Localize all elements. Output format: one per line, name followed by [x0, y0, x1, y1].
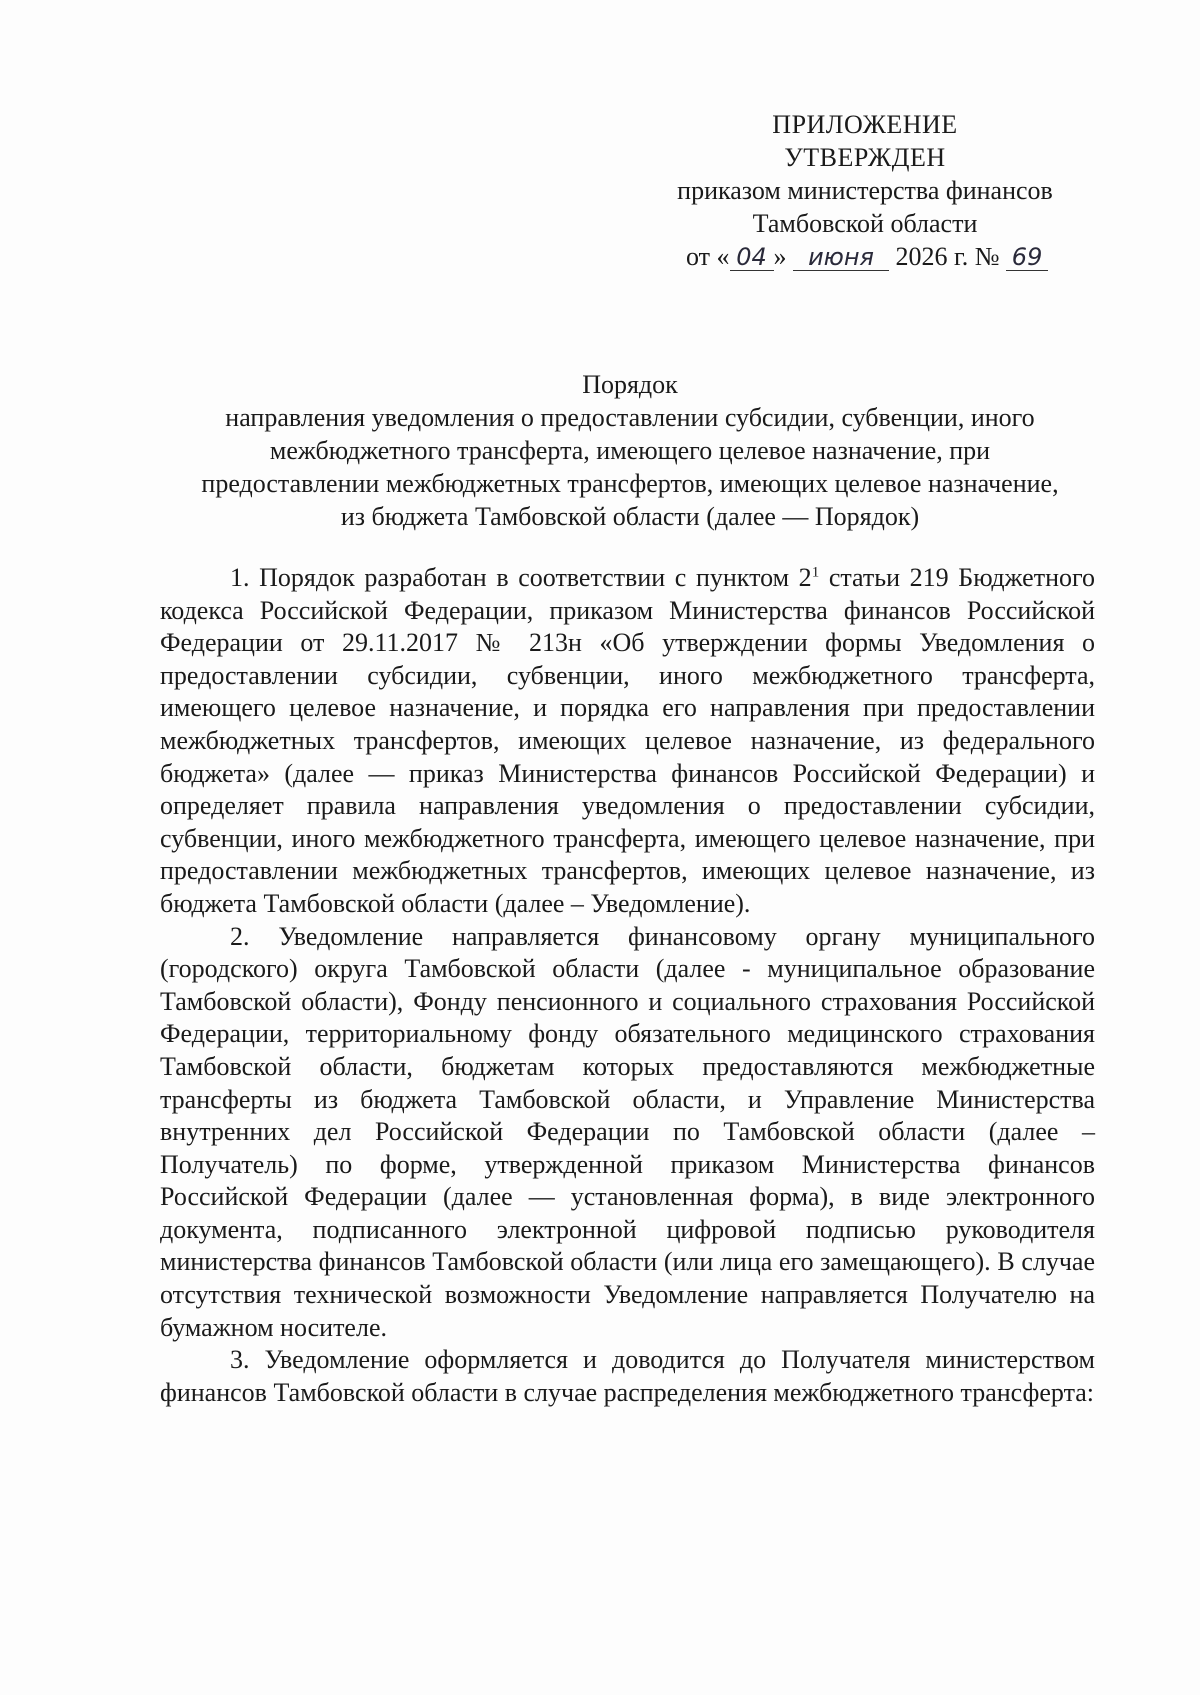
document-heading: Порядок: [582, 370, 678, 399]
paragraph-1-start: 1. Порядок разработан в соответствии с пунктом 2: [230, 563, 812, 592]
title-line-3: предоставлении межбюджетных трансфертов, имеющих целевое назначение,: [201, 469, 1059, 498]
number-sign: №: [974, 242, 1000, 271]
handwritten-day: 04: [730, 244, 774, 271]
region-line: Тамбовской области: [752, 209, 978, 238]
document-title-block: [160, 368, 1100, 533]
paragraph-1: [160, 562, 1095, 921]
handwritten-month: июня: [793, 244, 889, 271]
title-line-4: из бюджета Тамбовской области (далее — Порядок): [340, 502, 920, 531]
paragraph-3: 3. Уведомление оформляется и доводится до Получателя министерством финансов Тамбовской области в случае распределения межбюджетного трансферта:: [160, 1345, 1095, 1407]
approved-label: УТВЕРЖДЕН: [784, 143, 946, 172]
approval-stamp-block: [640, 108, 1090, 273]
paragraph-1-rest: статьи 219 Бюджетного кодекса Российской Федерации, приказом Министерства финансов Российской Федерации от 29.11.2017 № 213н «Об утверждении формы Уведомления о предоставлении субсидии, субвенции, иного межбюджетного трансферта, имеющего целевое назначение, и порядка его направления при предоставлении межбюджетных трансфертов, имеющих целевое назначение, из федерального бюджета» (далее — приказ Министерства финансов Российской Федерации) и определяет правила направления уведомления о предоставлении субсидии, субвенции, иного межбюджетного трансферта, имеющего целевое назначение, при предоставлении межбюджетных трансфертов, имеющих целевое назначение, из бюджета Тамбовской области (далее – Уведомление).: [160, 563, 1096, 918]
quote-close: »: [773, 242, 787, 271]
order-year: 2026 г.: [895, 242, 969, 271]
date-prefix: от: [686, 242, 711, 271]
title-line-2: межбюджетного трансферта, имеющего целевое назначение, при: [269, 436, 991, 465]
paragraph-2: 2. Уведомление направляется финансовому органу муниципального (городского) округа Тамбовской области (далее - муниципальное образование Тамбовской области), Фонду пенсионного и социального страхования Российской Федерации, территориальному фонду обязательного медицинского страхования Тамбовской области, бюджетам которых предоставляются межбюджетные трансферты из бюджета Тамбовской области, и Управление Министерства внутренних дел Российской Федерации по Тамбовской области (далее – Получатель) по форме, утвержденной приказом Министерства финансов Российской Федерации (далее — установленная форма), в виде электронного документа, подписанного электронной цифровой подписью руководителя министерства финансов Тамбовской области (или лица его замещающего). В случае отсутствия технической возможности Уведомление направляется Получателю на бумажном носителе.: [160, 921, 1095, 1342]
order-issuer-line: приказом министерства финансов: [677, 176, 1053, 205]
quote-open: «: [716, 242, 730, 271]
paragraph-1-superscript: 1: [811, 564, 820, 581]
document-body: [160, 562, 1095, 1409]
appendix-label: ПРИЛОЖЕНИЕ: [772, 110, 958, 139]
title-line-1: направления уведомления о предоставлении субсидии, субвенции, иного: [225, 403, 1035, 432]
order-date-line: [640, 240, 1090, 273]
handwritten-order-number: 69: [1006, 244, 1048, 271]
